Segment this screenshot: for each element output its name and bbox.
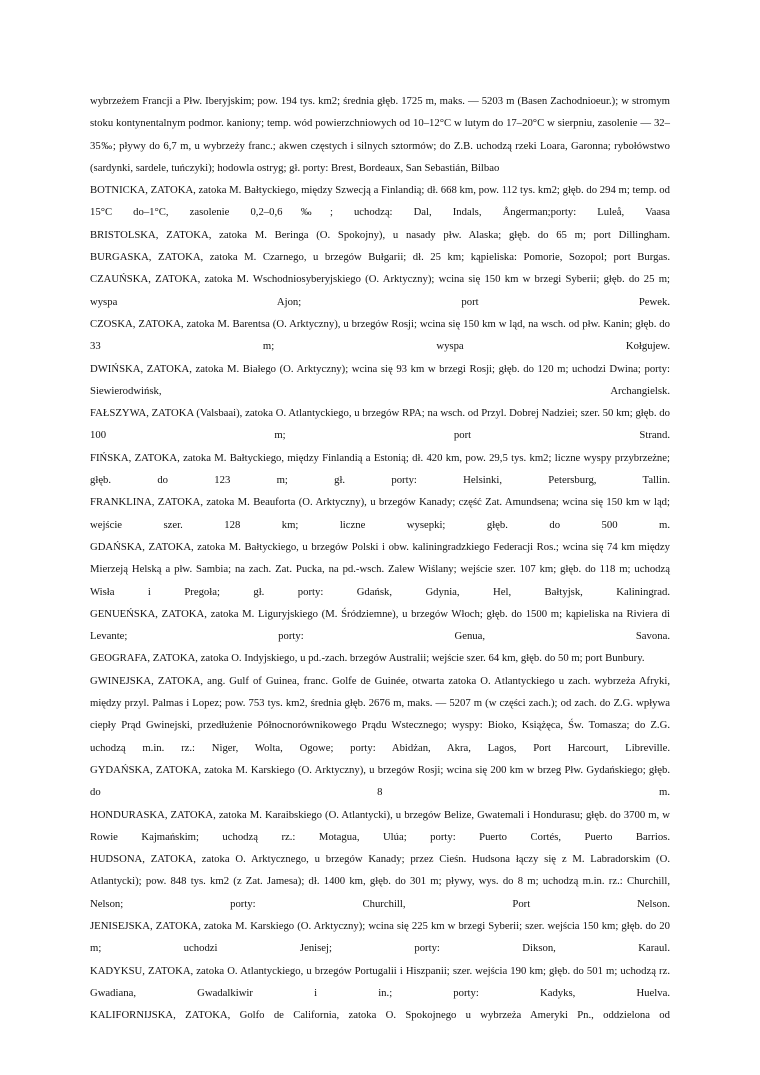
paragraph-burgaska: BURGASKA, ZATOKA, zatoka M. Czarnego, u brzegów Bułgarii; dł. 25 km; kąpieliska: Pomorie, Sozopol; port Burgas. [90,251,670,264]
document-page [90,90,670,1026]
paragraph-franklina: FRANKLINA, ZATOKA, zatoka M. Beauforta (O. Arktyczny), u brzegów Kanady; część Zat. Amundsena; wcina się 150 km w ląd; wejście szer. 128 km; liczne wysepki; głęb. do 500 m. [90,496,670,531]
paragraph-dwinska: DWIŃSKA, ZATOKA, zatoka M. Białego (O. Arktyczny); wcina się 93 km w brzegi Rosji; głęb. do 120 m; uchodzi Dwina; porty: Siewierodwińsk, Archangielsk. [90,362,670,397]
paragraph-czoska: CZOSKA, ZATOKA, zatoka M. Barentsa (O. Arktyczny), u brzegów Rosji; wcina się 150 km w ląd, na wsch. od płw. Kanin; głęb. do 33 m; wyspa Kołgujew. [90,317,670,353]
paragraph-bristolska: BRISTOLSKA, ZATOKA, zatoka M. Beringa (O. Spokojny), u nasady płw. Alaska; głęb. do 65 m; port Dillingham. [90,228,670,241]
paragraph-kalifornijska: KALIFORNIJSKA, ZATOKA, Golfo de California, zatoka O. Spokojnego u wybrzeża Ameryki Pn., oddzielona od [90,1009,670,1022]
paragraph-zatoka-biskajska-cont: wybrzeżem Francji a Płw. Iberyjskim; pow. 194 tys. km2; średnia głęb. 1725 m, maks. — 5203 m (Basen Zachodnioeur.); w stromym stoku kontynentalnym podmor. kaniony; temp. wód powierzchniowych od 10–12°C w lutym do 17–20°C w sierpniu, zasolenie — 32–35‰; pływy do 6,7 m, u wybrzeży franc.; akwen częstych i silnych sztormów; do Z.B. uchodzą rzeki Loara, Garonna; rybołówstwo (sardynki, sardele, tuńczyki); hodowla ostryg; gł. porty: Brest, Bordeaux, San Sebastián, Bilbao [90,95,670,174]
paragraph-genuenska: GENUEŃSKA, ZATOKA, zatoka M. Liguryjskiego (M. Śródziemne), u brzegów Włoch; głęb. do 1500 m; kąpieliska na Riviera di Levante; porty: Genua, Savona. [90,607,670,643]
paragraph-finska: FIŃSKA, ZATOKA, zatoka M. Bałtyckiego, między Finlandią a Estonią; dł. 420 km, pow. 29,5 tys. km2; liczne wyspy przybrzeżne; głęb. do 123 m; gł. porty: Helsinki, Petersburg, Tallin. [90,451,670,487]
paragraph-kadyksu: KADYKSU, ZATOKA, zatoka O. Atlantyckiego, u brzegów Portugalii i Hiszpanii; szer. wejścia 190 km; głęb. do 501 m; uchodzą rz. Gwadiana, Gwadalkiwir i in.; porty: Kadyks, Huelva. [90,964,670,999]
paragraph-czaunska: CZAUŃSKA, ZATOKA, zatoka M. Wschodniosyberyjskiego (O. Arktyczny); wcina się 150 km w brzegi Syberii; głęb. do 25 m; wyspa Ajon; port Pewek. [90,273,670,308]
paragraph-falszywa: FAŁSZYWA, ZATOKA (Valsbaai), zatoka O. Atlantyckiego, u brzegów RPA; na wsch. od Przyl. Dobrej Nadziei; szer. 50 km; głęb. do 100 m; port Strand. [90,407,670,442]
paragraph-hudsona: HUDSONA, ZATOKA, zatoka O. Arktycznego, u brzegów Kanady; przez Cieśn. Hudsona łączy się z M. Labradorskim (O. Atlantycki); pow. 848 tys. km2 (z Zat. Jamesa); dł. 1400 km, głęb. do 301 m; pływy, wys. do 8 m; uchodzą m.in. rz.: Churchill, Nelson; porty: Churchill, Port Nelson. [90,853,670,910]
paragraph-jenisejska: JENISEJSKA, ZATOKA, zatoka M. Karskiego (O. Arktyczny); wcina się 225 km w brzegi Syberii; szer. wejścia 150 km; głęb. do 20 m; uchodzi Jenisej; porty: Dikson, Karaul. [90,919,670,955]
paragraph-botnicka: BOTNICKA, ZATOKA, zatoka M. Bałtyckiego, między Szwecją a Finlandią; dł. 668 km, pow. 112 tys. km2; głęb. do 294 m; temp. od 15°C do–1°C, zasolenie 0,2–0,6‰; uchodzą: Dal, Indals, Ångerman;porty: Luleå, Vaasa [90,184,670,219]
paragraph-gydanska: GYDAŃSKA, ZATOKA, zatoka M. Karskiego (O. Arktyczny), u brzegów Rosji; wcina się 200 km w brzeg Płw. Gydańskiego; głęb. do 8 m. [90,763,670,799]
paragraph-honduraska: HONDURASKA, ZATOKA, zatoka M. Karaibskiego (O. Atlantycki), u brzegów Belize, Gwatemali i Hondurasu; głęb. do 3700 m, w Rowie Kajmańskim; uchodzą rz.: Motagua, Ulúa; porty: Puerto Cortés, Puerto Barrios. [90,808,670,843]
paragraph-geografa: GEOGRAFA, ZATOKA, zatoka O. Indyjskiego, u pd.-zach. brzegów Australii; wejście szer. 64 km, głęb. do 50 m; port Bunbury. [90,652,645,665]
paragraph-gwinejska: GWINEJSKA, ZATOKA, ang. Gulf of Guinea, franc. Golfe de Guinée, otwarta zatoka O. Atlantyckiego u zach. wybrzeża Afryki, między przyl. Palmas i Lopez; pow. 753 tys. km2, średnia głęb. 2676 m, maks. — 5207 m (w części zach.); od zach. do Z.G. wpływa ciepły Prąd Gwinejski, przedłużenie Północnorównikowego Prądu Wstecznego; wyspy: Bioko, Książęca, Św. Tomasza; do Z.G. uchodzą m.in. rz.: Niger, Wolta, Ogowe; porty: Abidżan, Akra, Lagos, Port Harcourt, Libreville. [90,674,670,754]
paragraph-gdanska: GDAŃSKA, ZATOKA, zatoka M. Bałtyckiego, u brzegów Polski i obw. kaliningradzkiego Federacji Ros.; wcina się 74 km między Mierzeją Helską a płw. Sambia; na zach. Zat. Pucka, na pd.-wsch. Zalew Wiślany; wejście szer. 107 km; głęb. do 118 m; uchodzą Wisła i Pregoła; gł. porty: Gdańsk, Gdynia, Hel, Bałtyjsk, Kaliningrad. [90,540,670,598]
